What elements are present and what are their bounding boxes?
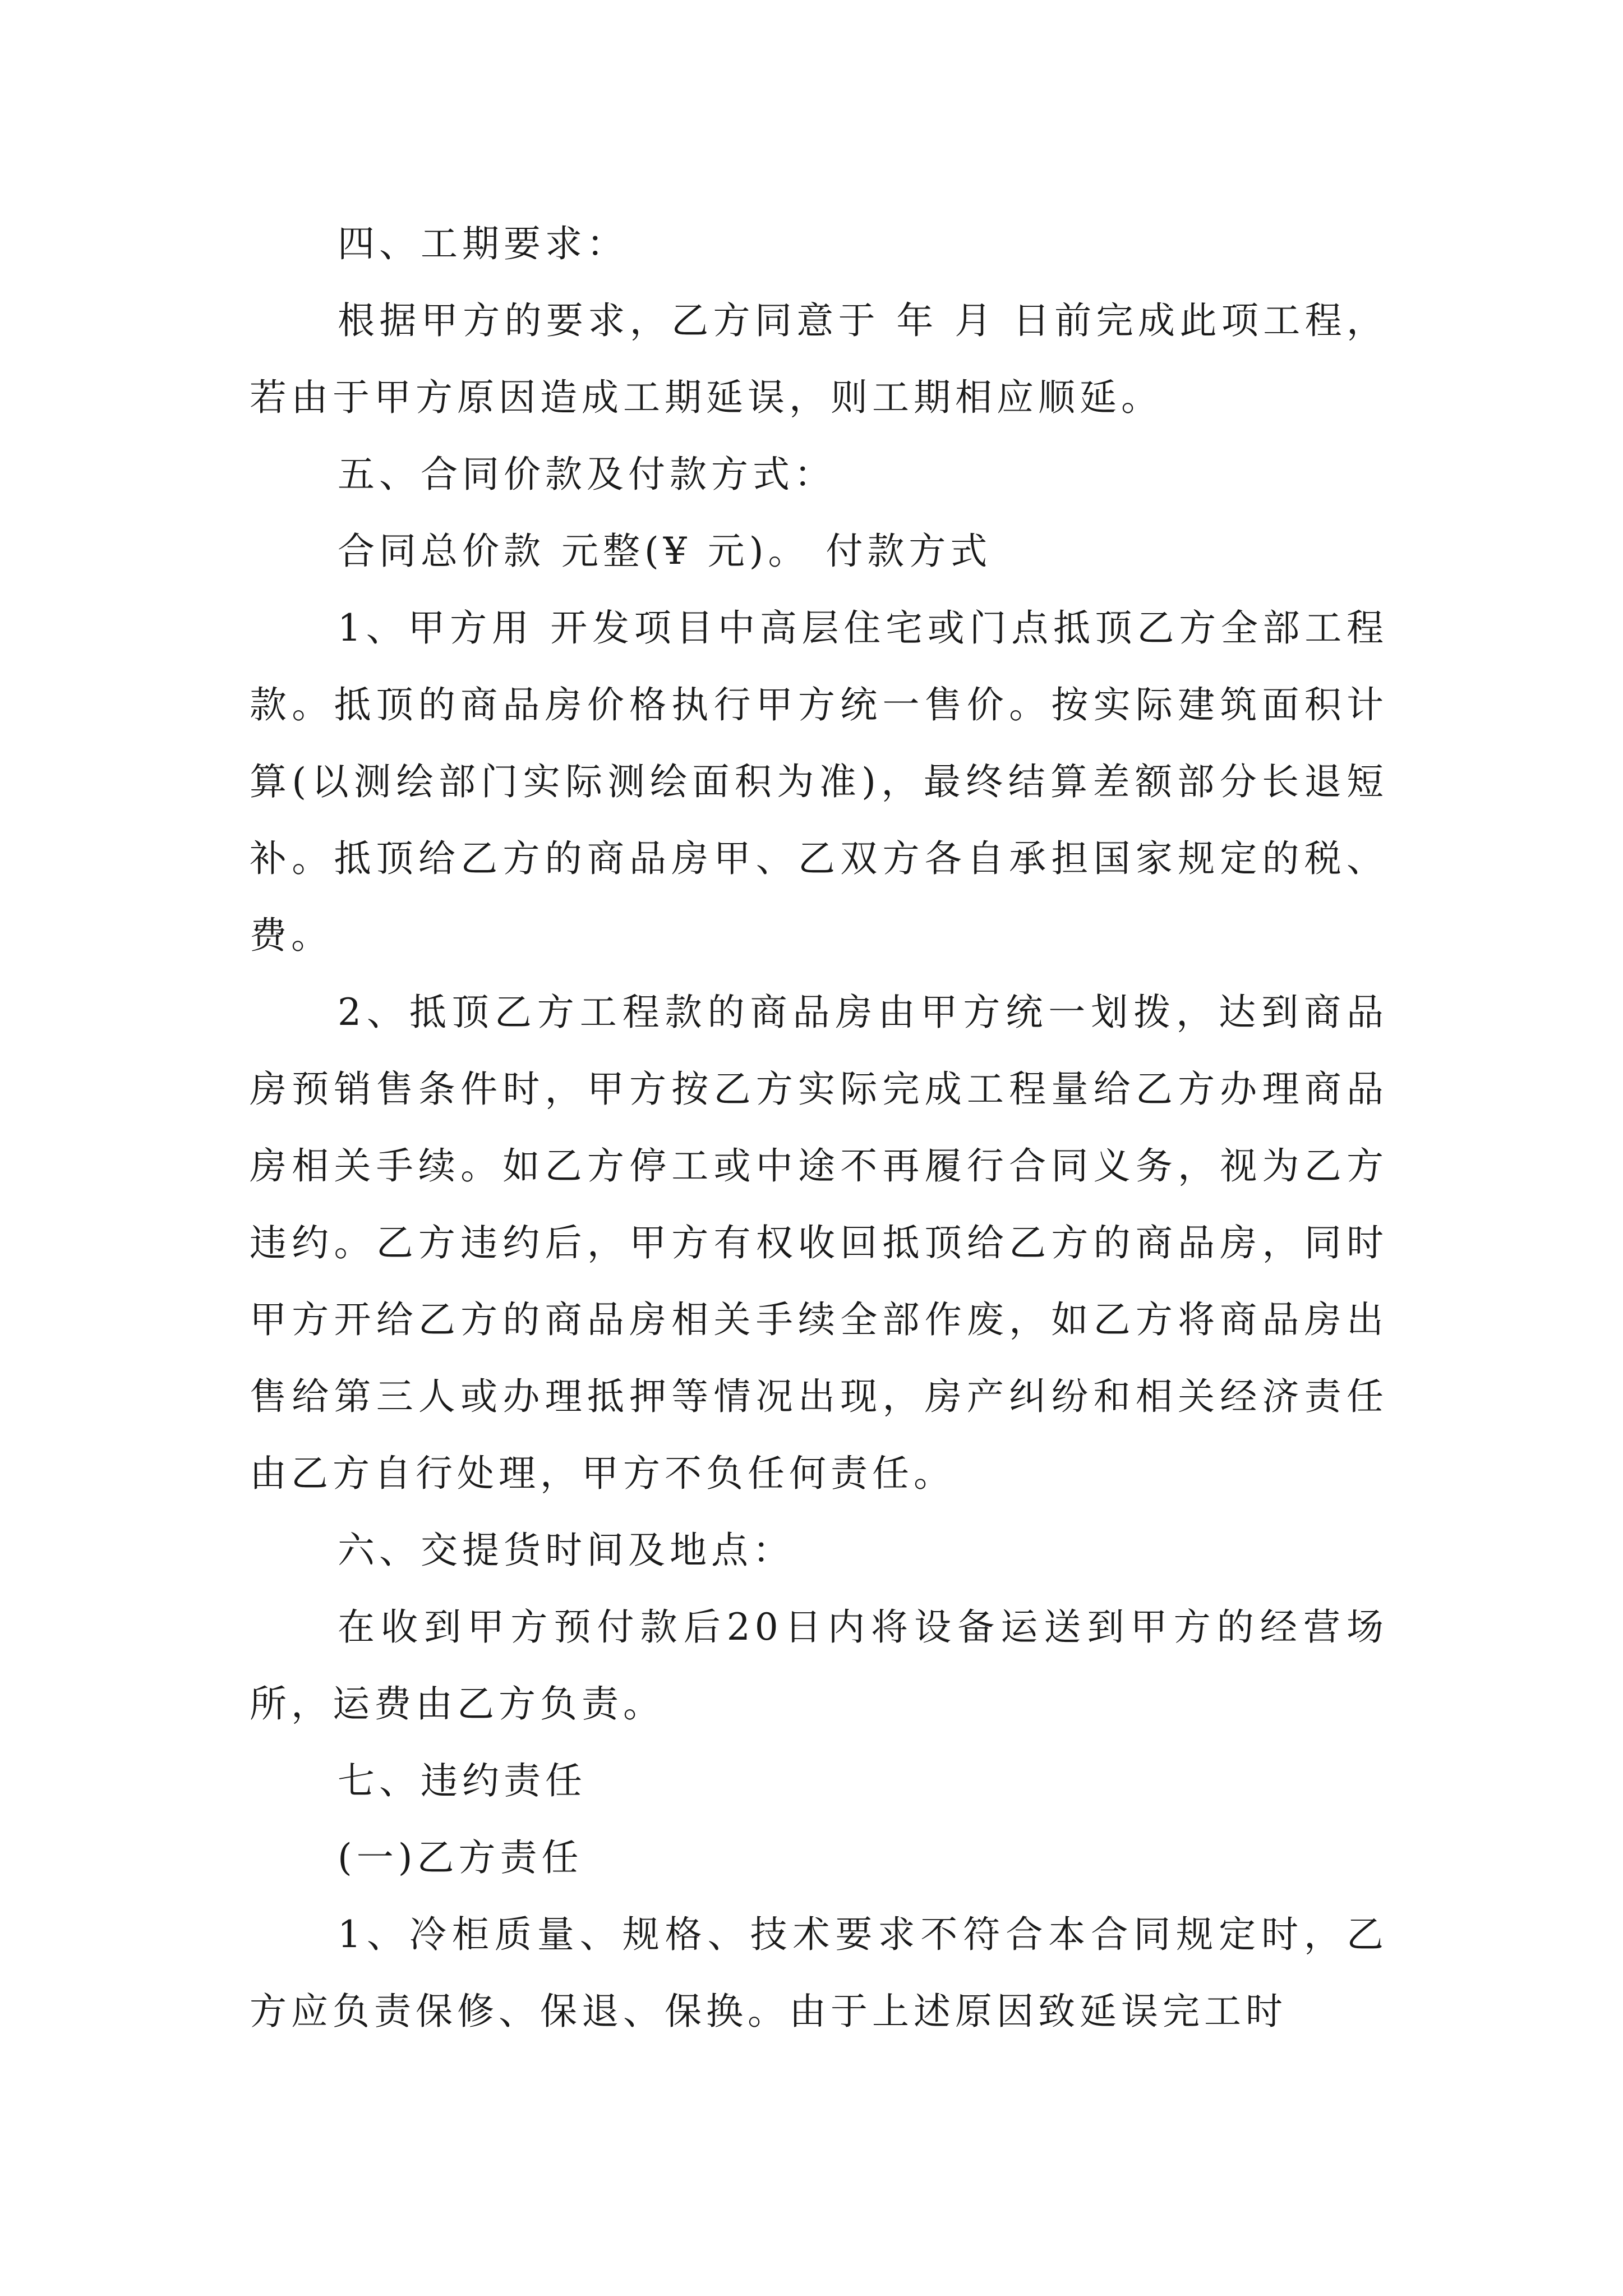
section-heading-schedule: 四、工期要求： bbox=[338, 222, 628, 265]
paragraph-delivery: 在收到甲方预付款后20日内将设备运送到甲方的经营场所，运费由乙方负责。 bbox=[250, 1605, 1388, 1726]
section-heading-price-payment: 五、合同价款及付款方式： bbox=[338, 453, 836, 496]
document-body bbox=[250, 205, 1388, 2050]
subsection-heading-party-b: (一)乙方责任 bbox=[338, 1836, 583, 1879]
section-heading-liability: 七、违约责任 bbox=[338, 1759, 587, 1802]
section-heading-delivery: 六、交提货时间及地点： bbox=[338, 1529, 794, 1572]
paragraph-total-price: 合同总价款 元整(¥ 元)。 付款方式 bbox=[338, 530, 992, 573]
paragraph-payment-clause-1: 1、甲方用 开发项目中高层住宅或门点抵顶乙方全部工程款。抵顶的商品房价格执行甲方统一售价。按实际建筑面积计算(以测绘部门实际测绘面积为准)，最终结算差额部分长退短补。抵顶给乙方的商品房甲、乙双方各自承担国家规定的税、费。 bbox=[250, 606, 1388, 957]
paragraph-schedule: 根据甲方的要求，乙方同意于 年 月 日前完成此项工程，若由于甲方原因造成工期延误，则工期相应顺延。 bbox=[250, 299, 1388, 419]
paragraph-liability-clause-1: 1、冷柜质量、规格、技术要求不符合本合同规定时，乙方应负责保修、保退、保换。由于上述原因致延误完工时 bbox=[250, 1913, 1388, 2033]
paragraph-payment-clause-2: 2、抵顶乙方工程款的商品房由甲方统一划拨，达到商品房预销售条件时，甲方按乙方实际完成工程量给乙方办理商品房相关手续。如乙方停工或中途不再履行合同义务，视为乙方违约。乙方违约后，甲方有权收回抵顶给乙方的商品房，同时甲方开给乙方的商品房相关手续全部作废，如乙方将商品房出售给第三人或办理抵押等情况出现，房产纠纷和相关经济责任由乙方自行处理，甲方不负任何责任。 bbox=[250, 991, 1388, 1495]
